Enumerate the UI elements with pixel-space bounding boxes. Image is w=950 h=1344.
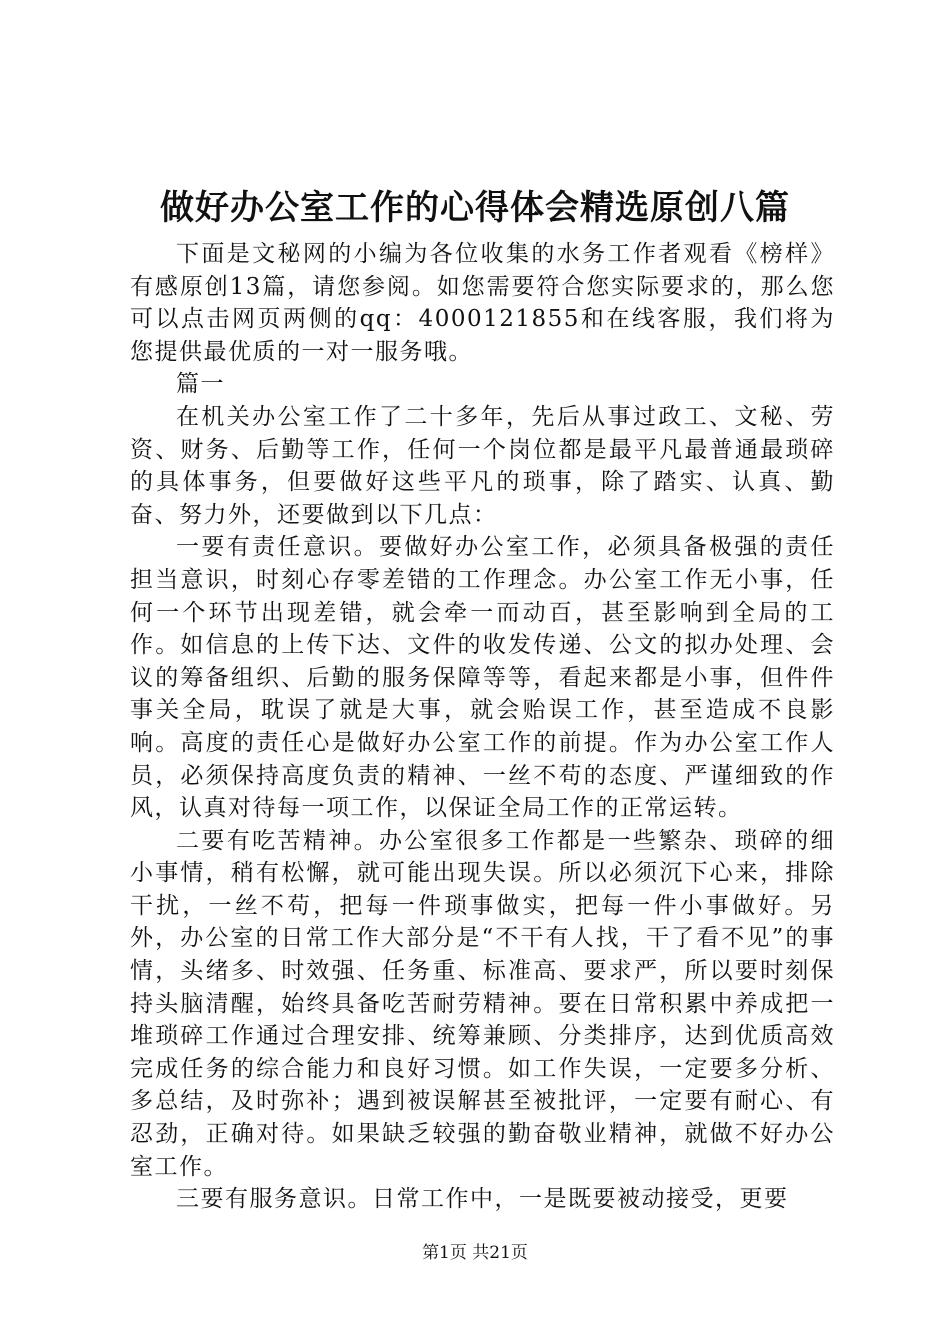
- document-body: [130, 238, 835, 1216]
- page-footer: 第1页 共21页: [422, 1243, 528, 1263]
- paragraph: 二要有吃苦精神。办公室很多工作都是一些繁杂、琐碎的细小事情，稍有松懈，就可能出现失误。所以必须沉下心来，排除干扰，一丝不苟，把每一件琐事做实，把每一件小事做好。另外，办公室的日常工作大部分是“不干有人找，干了看不见”的事情，头绪多、时效强、任务重、标准高、要求严，所以要时刻保持头脑清醒，始终具备吃苦耐劳精神。要在日常积累中养成把一堆琐碎工作通过合理安排、统筹兼顾、分类排序，达到优质高效完成任务的综合能力和良好习惯。如工作失误，一定要多分析、多总结，及时弥补；遇到被误解甚至被批评，一定要有耐心、有忍劲，正确对待。如果缺乏较强的勤奋敬业精神，就做不好办公室工作。: [130, 827, 835, 1180]
- paragraph: 三要有服务意识。日常工作中，一是既要被动接受，更要: [176, 1186, 789, 1213]
- document-title: 做好办公室工作的心得体会精选原创八篇: [160, 188, 790, 228]
- paragraph: 一要有责任意识。要做好办公室工作，必须具备极强的责任担当意识，时刻心存零差错的工作理念。办公室工作无小事，任何一个环节出现差错，就会牵一而动百，甚至影响到全局的工作。如信息的上传下达、文件的收发传递、公文的拟办处理、会议的筹备组织、后勤的服务保障等等，看起来都是小事，但件件事关全局，耽误了就是大事，就会贻误工作，甚至造成不良影响。高度的责任心是做好办公室工作的前提。作为办公室工作人员，必须保持高度负责的精神、一丝不苟的态度、严谨细致的作风，认真对待每一项工作，以保证全局工作的正常运转。: [130, 534, 835, 822]
- paragraph-intro: 下面是文秘网的小编为各位收集的水务工作者观看《榜样》有感原创13篇，请您参阅。如您需要符合您实际要求的，那么您可以点击网页两侧的qq：4000121855和在线客服，我们将为您提供最优质的一对一服务哦。: [130, 241, 835, 365]
- paragraph-section-heading: 篇一: [176, 371, 225, 398]
- paragraph: 在机关办公室工作了二十多年，先后从事过政工、文秘、劳资、财务、后勤等工作，任何一个岗位都是最平凡最普通最琐碎的具体事务，但要做好这些平凡的琐事，除了踏实、认真、勤奋、努力外，还要做到以下几点：: [130, 403, 835, 528]
